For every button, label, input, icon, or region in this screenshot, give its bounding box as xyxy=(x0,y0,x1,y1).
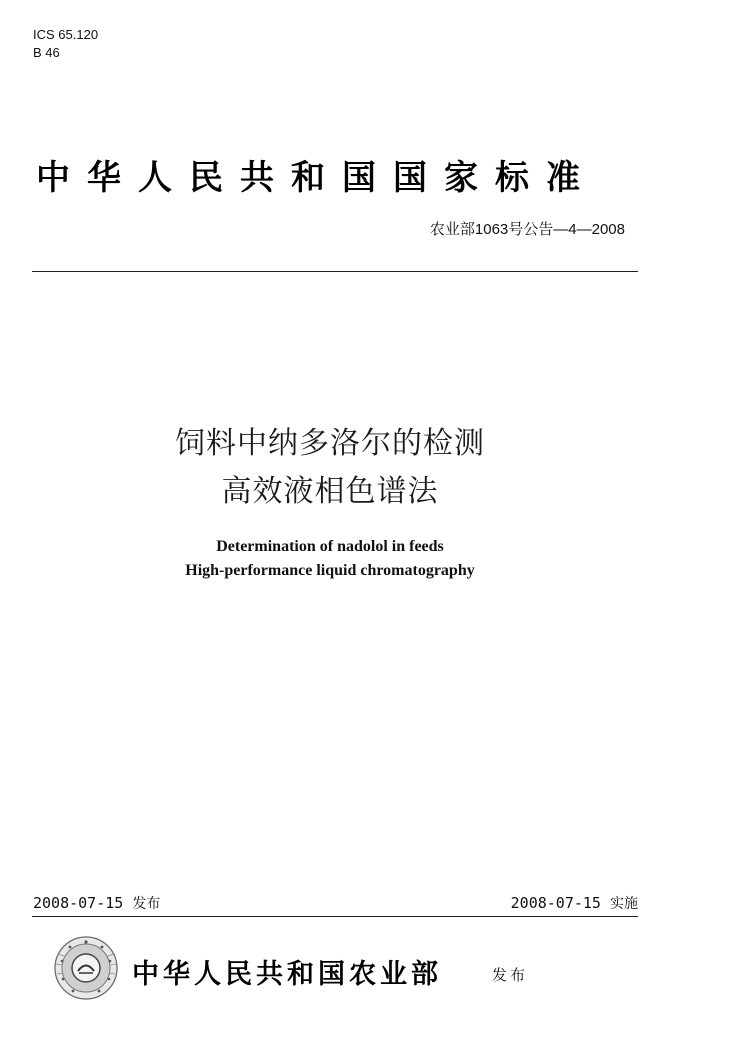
national-emblem-icon xyxy=(52,934,120,1002)
document-title-zh-line1: 饲料中纳多洛尔的检测 xyxy=(175,426,485,461)
standard-title: 中华人民共和国国家标准 xyxy=(36,158,597,198)
top-divider xyxy=(32,271,638,272)
publisher-name: 中华人民共和国农业部 xyxy=(132,959,442,990)
classification-codes xyxy=(33,26,98,62)
ics-code: ICS 65.120 xyxy=(33,27,99,42)
issue-date: 2008-07-15 xyxy=(33,894,124,912)
implement-date: 2008-07-15 xyxy=(510,894,601,912)
document-title-en-line1: Determination of nadolol in feeds xyxy=(216,538,444,555)
standard-number: 农业部1063号公告—4—2008 xyxy=(429,221,625,238)
ccs-code: B 46 xyxy=(33,45,60,60)
implement-label: 实施 xyxy=(610,896,638,912)
bottom-divider xyxy=(32,916,638,917)
publish-label: 发布 xyxy=(492,966,529,984)
implement-date-block xyxy=(511,893,638,913)
document-title-zh-line2: 高效液相色谱法 xyxy=(221,474,439,509)
document-title-en-line2: High-performance liquid chromatography xyxy=(185,562,475,579)
issue-label: 发布 xyxy=(132,896,161,912)
issue-date-block xyxy=(33,893,160,913)
